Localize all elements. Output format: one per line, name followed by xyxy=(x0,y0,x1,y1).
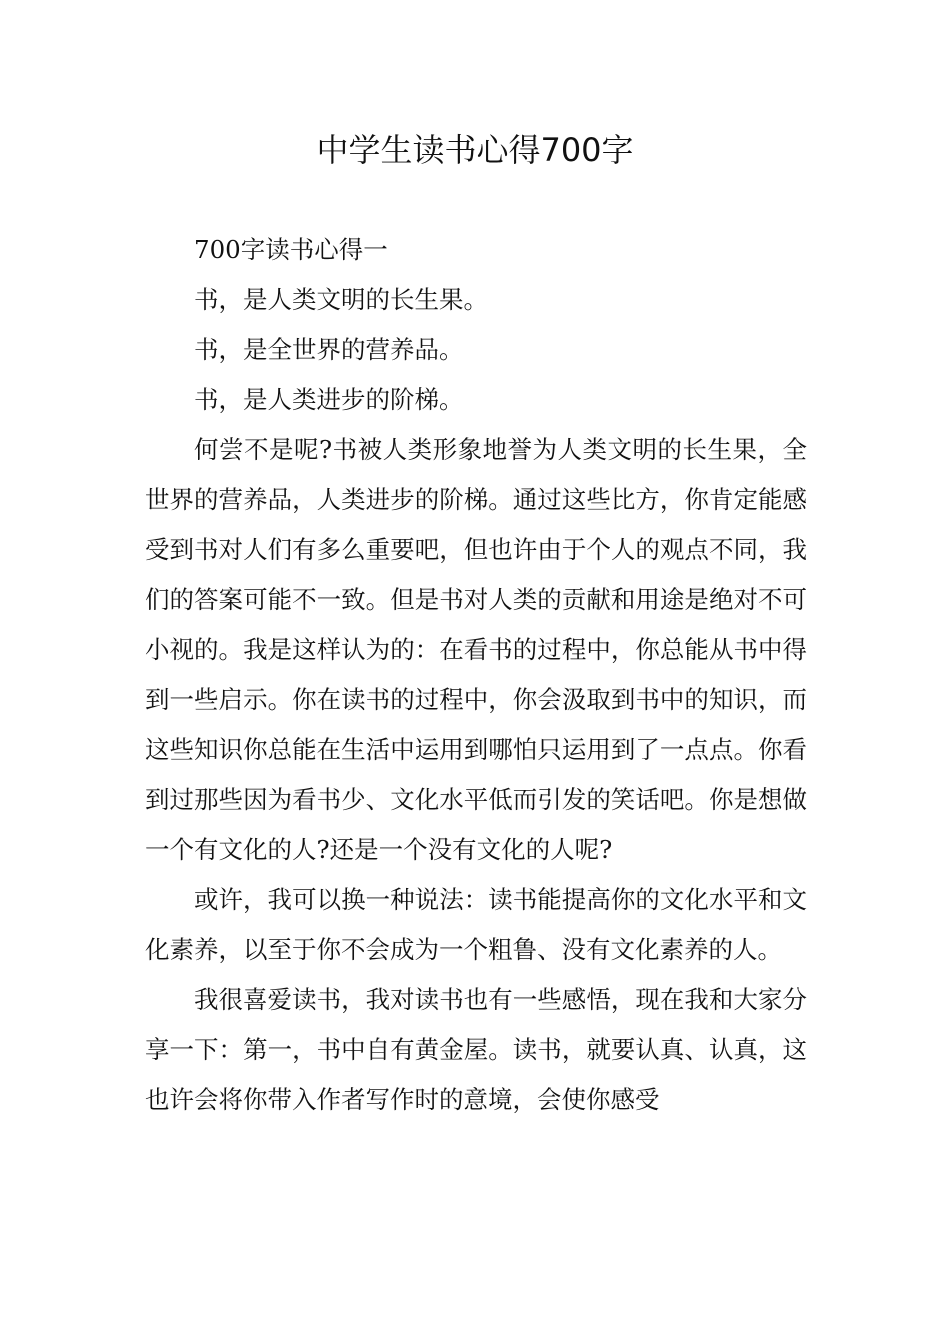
paragraph: 书，是人类进步的阶梯。 xyxy=(194,385,464,414)
paragraph-subtitle: 700字读书心得一 xyxy=(194,235,388,264)
paragraph: 我很喜爱读书，我对读书也有一些感悟，现在我和大家分享一下：第一，书中自有黄金屋。读书，就要认真、认真，这也许会将你带入作者写作时的意境，会使你感受 xyxy=(145,985,807,1114)
document-title: 中学生读书心得700字 xyxy=(316,131,634,169)
paragraph: 或许，我可以换一种说法：读书能提高你的文化水平和文化素养，以至于你不会成为一个粗鲁、没有文化素养的人。 xyxy=(145,885,807,964)
document-body xyxy=(145,225,807,1125)
paragraph: 何尝不是呢?书被人类形象地誉为人类文明的长生果，全世界的营养品，人类进步的阶梯。通过这些比方，你肯定能感受到书对人们有多么重要吧，但也许由于个人的观点不同，我们的答案可能不一致。但是书对人类的贡献和用途是绝对不可小视的。我是这样认为的：在看书的过程中，你总能从书中得到一些启示。你在读书的过程中，你会汲取到书中的知识，而这些知识你总能在生活中运用到哪怕只运用到了一点点。你看到过那些因为看书少、文化水平低而引发的笑话吧。你是想做一个有文化的人?还是一个没有文化的人呢? xyxy=(145,435,807,864)
paragraph: 书，是全世界的营养品。 xyxy=(194,335,464,364)
paragraph: 书，是人类文明的长生果。 xyxy=(194,285,488,314)
